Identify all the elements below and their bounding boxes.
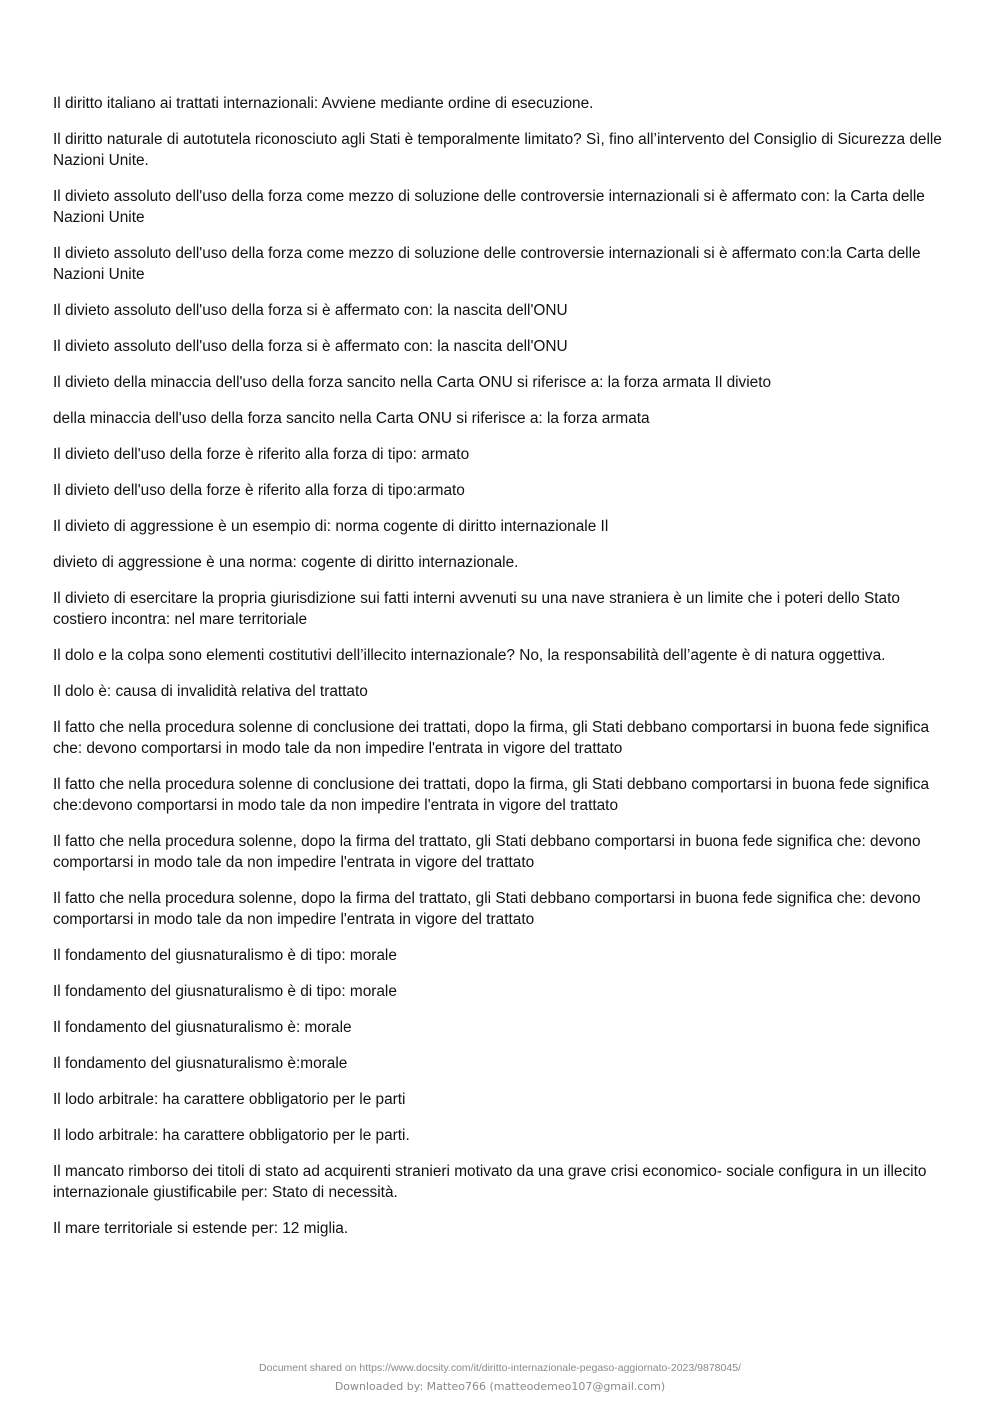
paragraph: Il fondamento del giusnaturalismo è: morale [53, 1019, 352, 1036]
paragraph: Il divieto dell'uso della forze è riferito alla forza di tipo: armato [53, 446, 470, 463]
paragraph: Il divieto di aggressione è un esempio di: norma cogente di diritto internazionale Il [53, 518, 609, 535]
paragraph: Il fondamento del giusnaturalismo è di tipo: morale [53, 947, 397, 964]
paragraph: Il fondamento del giusnaturalismo è:morale [53, 1055, 348, 1072]
paragraph: della minaccia dell'uso della forza sancito nella Carta ONU si riferisce a: la forza armata [53, 410, 650, 427]
paragraph: Il divieto di esercitare la propria giurisdizione sui fatti interni avvenuti su una nave straniera è un limite che i poteri dello Stato costiero incontra: nel mare territoriale [53, 590, 900, 628]
paragraph: Il mare territoriale si estende per: 12 miglia. [53, 1220, 349, 1237]
paragraph: Il dolo è: causa di invalidità relativa del trattato [53, 683, 368, 700]
paragraph: Il divieto della minaccia dell'uso della forza sancito nella Carta ONU si riferisce a: la forza armata Il divieto [53, 374, 772, 391]
paragraph: Il fatto che nella procedura solenne, dopo la firma del trattato, gli Stati debbano comportarsi in buona fede significa che: devono comportarsi in modo tale da non impedire l'entrata in vigore del trattato [53, 833, 921, 871]
footer-downloaded-by: Downloaded by: Matteo766 (matteodemeo107@gmail.com) [334, 1380, 666, 1393]
paragraph: Il divieto assoluto dell'uso della forza come mezzo di soluzione delle controversie internazionali si è affermato con:la Carta delle Nazioni Unite [53, 245, 921, 283]
footer-shared-link[interactable]: Document shared on https://www.docsity.com/it/diritto-internazionale-pegaso-aggiornato-2023/9878045/ [259, 1362, 741, 1374]
paragraph: Il lodo arbitrale: ha carattere obbligatorio per le parti. [53, 1127, 410, 1144]
paragraph: Il mancato rimborso dei titoli di stato ad acquirenti stranieri motivato da una grave crisi economico- sociale configura in un illecito internazionale giustificabile per: Stato di necessità. [53, 1163, 927, 1201]
paragraph: Il divieto assoluto dell'uso della forza si è affermato con: la nascita dell'ONU [53, 338, 568, 355]
paragraph: Il fatto che nella procedura solenne di conclusione dei trattati, dopo la firma, gli Stati debbano comportarsi in buona fede significa che:devono comportarsi in modo tale da non impedire l'entrata in vigore del trattato [53, 776, 930, 814]
paragraph: Il fatto che nella procedura solenne di conclusione dei trattati, dopo la firma, gli Stati debbano comportarsi in buona fede significa che: devono comportarsi in modo tale da non impedire l'entrata in vigore del trattato [53, 719, 930, 757]
paragraph: Il divieto dell'uso della forze è riferito alla forza di tipo:armato [53, 482, 465, 499]
document-body [53, 93, 943, 1254]
paragraph: Il diritto naturale di autotutela riconosciuto agli Stati è temporalmente limitato? Sì, fino all’intervento del Consiglio di Sicurezza delle Nazioni Unite. [53, 131, 942, 169]
paragraph: Il fondamento del giusnaturalismo è di tipo: morale [53, 983, 397, 1000]
paragraph: divieto di aggressione è una norma: cogente di diritto internazionale. [53, 554, 519, 571]
paragraph: Il dolo e la colpa sono elementi costitutivi dell’illecito internazionale? No, la responsabilità dell’agente è di natura oggettiva. [53, 647, 886, 664]
paragraph: Il divieto assoluto dell'uso della forza come mezzo di soluzione delle controversie internazionali si è affermato con: la Carta delle Nazioni Unite [53, 188, 925, 226]
paragraph: Il lodo arbitrale: ha carattere obbligatorio per le parti [53, 1091, 406, 1108]
paragraph: Il diritto italiano ai trattati internazionali: Avviene mediante ordine di esecuzione. [53, 95, 594, 112]
paragraph: Il divieto assoluto dell'uso della forza si è affermato con: la nascita dell'ONU [53, 302, 568, 319]
paragraph: Il fatto che nella procedura solenne, dopo la firma del trattato, gli Stati debbano comportarsi in buona fede significa che: devono comportarsi in modo tale da non impedire l'entrata in vigore del trattato [53, 890, 921, 928]
